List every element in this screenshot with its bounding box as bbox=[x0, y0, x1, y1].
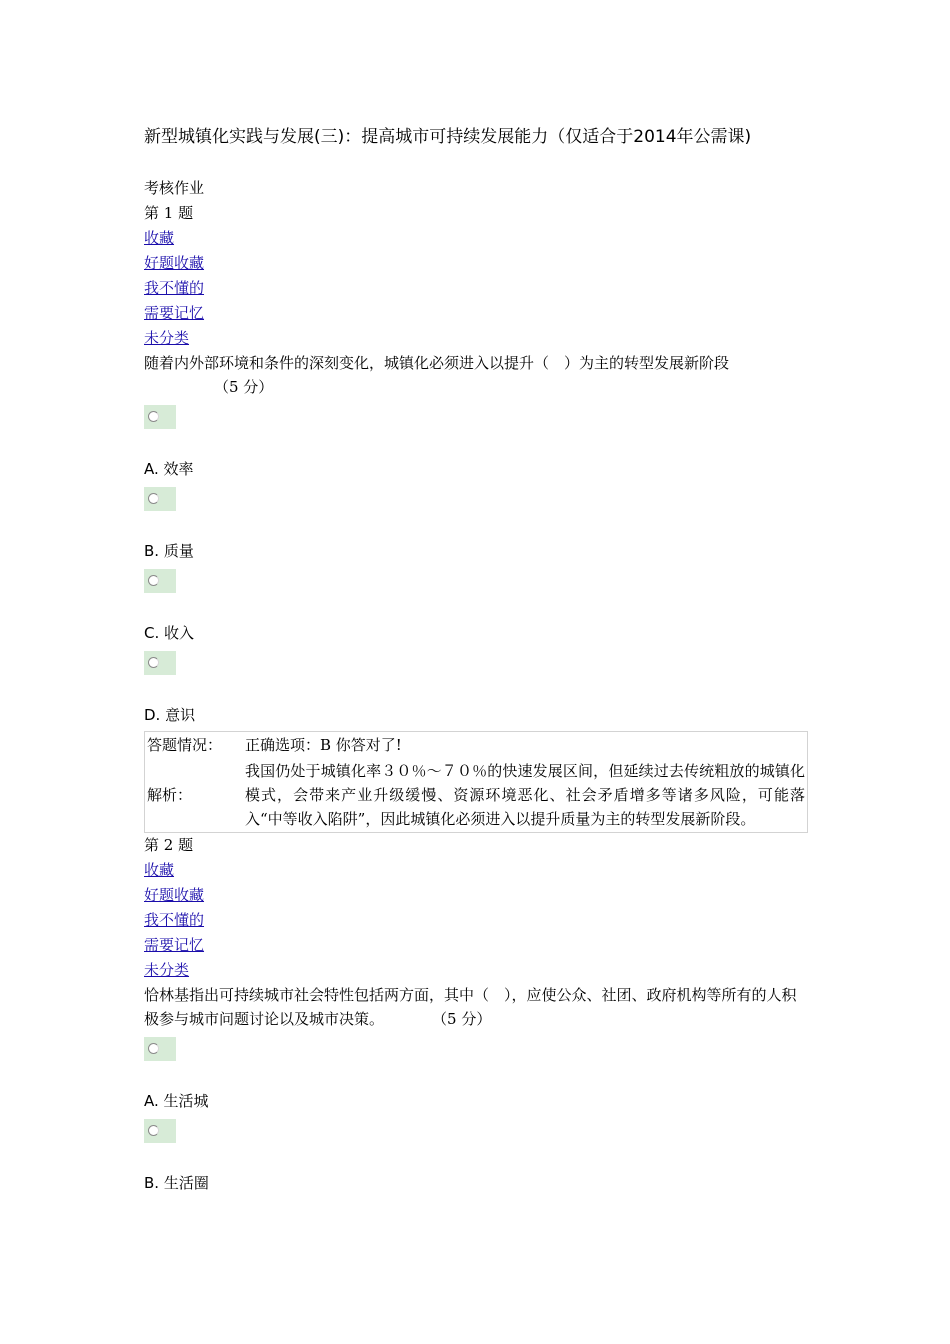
radio-option-a[interactable] bbox=[144, 1037, 176, 1061]
good-question-link[interactable]: 好题收藏 bbox=[144, 254, 205, 272]
option-b-label: B. 质量 bbox=[144, 542, 194, 560]
answer-status-value: 正确选项：B 你答对了! bbox=[245, 736, 402, 754]
option-c-label: C. 收入 bbox=[144, 624, 195, 642]
option-a-label: A. 效率 bbox=[144, 460, 194, 478]
option-a-label: A. 生活城 bbox=[144, 1092, 209, 1110]
radio-option-c[interactable] bbox=[144, 569, 176, 593]
question-1 bbox=[144, 201, 806, 833]
dont-understand-link[interactable]: 我不懂的 bbox=[144, 279, 205, 297]
analysis-label: 解析： bbox=[147, 786, 193, 804]
answer-table bbox=[144, 731, 808, 833]
question-points: （5 分） bbox=[214, 378, 274, 396]
radio-option-a[interactable] bbox=[144, 405, 176, 429]
good-question-link[interactable]: 好题收藏 bbox=[144, 886, 205, 904]
answer-status-label: 答题情况： bbox=[147, 736, 223, 754]
question-number: 第 2 题 bbox=[144, 836, 194, 854]
need-memorize-link[interactable]: 需要记忆 bbox=[144, 936, 205, 954]
content bbox=[144, 124, 806, 1195]
uncategorized-link[interactable]: 未分类 bbox=[144, 329, 190, 347]
option-d-label: D. 意识 bbox=[144, 706, 196, 724]
question-number: 第 1 题 bbox=[144, 204, 194, 222]
favorite-link[interactable]: 收藏 bbox=[144, 229, 175, 247]
need-memorize-link[interactable]: 需要记忆 bbox=[144, 304, 205, 322]
dont-understand-link[interactable]: 我不懂的 bbox=[144, 911, 205, 929]
page-title: 新型城镇化实践与发展(三)：提高城市可持续发展能力（仅适合于2014年公需课) bbox=[144, 127, 752, 147]
question-2 bbox=[144, 833, 806, 1195]
question-text: 恰林基指出可持续城市社会特性包括两方面，其中（ ），应使公众、社团、政府机构等所有的人积极参与城市问题讨论以及城市决策。 （5 分） bbox=[144, 983, 806, 1031]
uncategorized-link[interactable]: 未分类 bbox=[144, 961, 190, 979]
section-label: 考核作业 bbox=[144, 179, 205, 197]
analysis-text: 我国仍处于城镇化率３０％～７０％的快速发展区间，但延续过去传统粗放的城镇化模式，会带来产业升级缓慢、资源环境恶化、社会矛盾增多等诸多风险，可能落入“中等收入陷阱”，因此城镇化必须进入以提升质量为主的转型发展新阶段。 bbox=[245, 762, 805, 828]
radio-option-b[interactable] bbox=[144, 487, 176, 511]
question-points: （5 分） bbox=[432, 1010, 492, 1028]
option-b-label: B. 生活圈 bbox=[144, 1174, 209, 1192]
radio-option-d[interactable] bbox=[144, 651, 176, 675]
radio-option-b[interactable] bbox=[144, 1119, 176, 1143]
question-text: 随着内外部环境和条件的深刻变化，城镇化必须进入以提升（ ）为主的转型发展新阶段 （5 分） bbox=[144, 351, 806, 399]
favorite-link[interactable]: 收藏 bbox=[144, 861, 175, 879]
